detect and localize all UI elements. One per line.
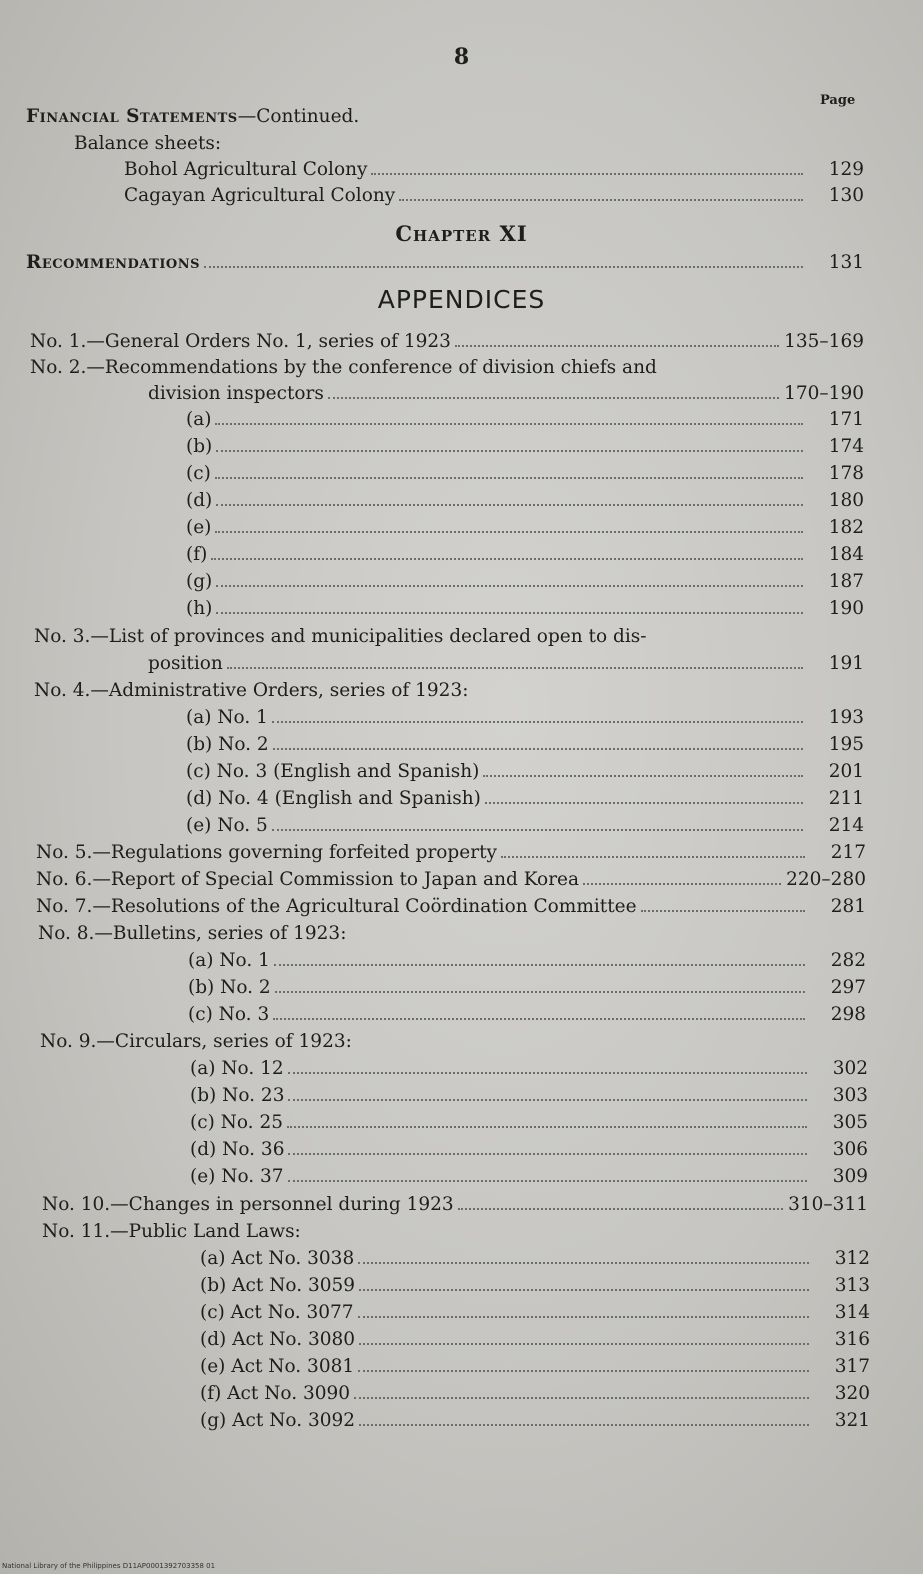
toc-subentry[interactable] — [188, 977, 866, 999]
toc-entry-page: 321 — [834, 1410, 870, 1431]
financial-heading-text: Financial Statements — [26, 106, 238, 127]
toc-entry-label: No. 7.—Resolutions of the Agricultural Coördination Committee — [36, 896, 637, 917]
toc-subentry[interactable] — [190, 1139, 868, 1161]
appendices-title: APPENDICES — [377, 285, 546, 314]
toc-entry-label: No. 5.—Regulations governing forfeited property — [36, 842, 497, 863]
toc-entry-page: 298 — [830, 1004, 866, 1025]
toc-entry-page: 211 — [828, 788, 864, 809]
dot-leader — [215, 477, 803, 479]
toc-entry-label: (d) No. 4 (English and Spanish) — [186, 788, 481, 809]
toc-entry-label: (b) Act No. 3059 — [200, 1275, 356, 1296]
toc-entry-page: 193 — [828, 707, 864, 728]
toc-subentry[interactable] — [190, 1058, 868, 1080]
toc-subentry[interactable] — [186, 571, 864, 593]
dot-leader — [359, 1343, 809, 1345]
dot-leader — [272, 829, 803, 831]
toc-entry-no3[interactable] — [148, 653, 864, 675]
dot-leader — [211, 558, 803, 560]
financial-statements-heading — [26, 106, 359, 128]
toc-entry-label: (c) No. 3 — [188, 1004, 270, 1025]
toc-entry-page: 191 — [828, 653, 864, 674]
dot-leader — [216, 585, 803, 587]
dot-leader — [641, 910, 805, 912]
toc-entry-no2[interactable] — [148, 383, 864, 405]
toc-entry-page: 313 — [834, 1275, 870, 1296]
dot-leader — [483, 775, 803, 777]
toc-entry-label: (h) — [186, 598, 213, 619]
toc-entry-page: 306 — [832, 1139, 868, 1160]
dot-leader — [287, 1126, 807, 1128]
toc-subentry[interactable] — [186, 815, 864, 837]
toc-entry-bohol[interactable] — [124, 159, 864, 181]
dot-leader — [288, 1180, 807, 1182]
toc-entry-page: 130 — [828, 185, 864, 206]
dot-leader — [288, 1153, 807, 1155]
dot-leader — [204, 266, 803, 268]
toc-entry-page: 178 — [828, 463, 864, 484]
toc-subentry[interactable] — [186, 463, 864, 485]
toc-entry-label: (d) — [186, 490, 213, 511]
toc-entry-label: (c) Act No. 3077 — [200, 1302, 354, 1323]
toc-subentry[interactable] — [200, 1275, 870, 1297]
toc-entry-recommendations[interactable] — [26, 252, 864, 274]
toc-entry-label: (e) No. 37 — [190, 1166, 284, 1187]
toc-entry-no5[interactable] — [36, 842, 866, 864]
dot-leader — [354, 1397, 809, 1399]
toc-entry-label: (c) No. 25 — [190, 1112, 283, 1133]
toc-entry-label: (e) No. 5 — [186, 815, 268, 836]
toc-entry-no1[interactable] — [30, 331, 864, 353]
scan-footer: National Library of the Philippines D11AP0001392703358 01 — [2, 1562, 216, 1570]
toc-entry-no10[interactable] — [42, 1194, 868, 1216]
dot-leader — [272, 721, 803, 723]
dot-leader — [275, 991, 805, 993]
toc-subentry[interactable] — [188, 1004, 866, 1026]
toc-entry-label: (f) — [186, 544, 208, 565]
page-column-label: Page — [820, 93, 856, 108]
toc-entry-page: 184 — [828, 544, 864, 565]
toc-entry-page: 281 — [830, 896, 866, 917]
dot-leader — [358, 1262, 809, 1264]
toc-subentry[interactable] — [200, 1329, 870, 1351]
dot-leader — [215, 531, 803, 533]
balance-sheets-heading: Balance sheets: — [74, 133, 222, 154]
toc-entry-page: 310–311 — [788, 1194, 868, 1215]
toc-subentry[interactable] — [200, 1356, 870, 1378]
toc-entry-page: 190 — [828, 598, 864, 619]
toc-entry-label: division inspectors — [148, 383, 324, 404]
toc-entry-page: 131 — [828, 252, 864, 273]
toc-entry-page: 312 — [834, 1248, 870, 1269]
toc-entry-page: 174 — [828, 436, 864, 457]
toc-entry-page: 170–190 — [784, 383, 864, 404]
toc-entry-no7[interactable] — [36, 896, 866, 918]
toc-subentry[interactable] — [200, 1248, 870, 1270]
toc-entry-no2-line1: No. 2.—Recommendations by the conference of division chiefs and — [30, 357, 657, 378]
toc-subentry[interactable] — [200, 1383, 870, 1405]
toc-entry-label: (c) No. 3 (English and Spanish) — [186, 761, 480, 782]
toc-entry-label: Cagayan Agricultural Colony — [124, 185, 396, 206]
toc-entry-label: (g) Act No. 3092 — [200, 1410, 356, 1431]
dot-leader — [358, 1370, 809, 1372]
financial-continued-text: —Continued. — [237, 106, 360, 127]
toc-entry-label: position — [148, 653, 223, 674]
no4-heading: No. 4.—Administrative Orders, series of 1923: — [34, 680, 469, 701]
toc-subentry[interactable] — [190, 1166, 868, 1188]
toc-entry-label: Bohol Agricultural Colony — [124, 159, 368, 180]
dot-leader — [216, 612, 803, 614]
toc-entry-label: No. 1.—General Orders No. 1, series of 1923 — [30, 331, 451, 352]
toc-entry-page: 282 — [830, 950, 866, 971]
dot-leader — [215, 423, 803, 425]
toc-entry-page: 135–169 — [784, 331, 864, 352]
toc-subentry[interactable] — [186, 517, 864, 539]
toc-entry-page: 316 — [834, 1329, 870, 1350]
toc-entry-label: Recommendations — [26, 252, 201, 273]
toc-entry-label: (c) — [186, 463, 211, 484]
toc-entry-label: No. 10.—Changes in personnel during 1923 — [42, 1194, 454, 1215]
dot-leader — [288, 1072, 807, 1074]
toc-entry-page: 182 — [828, 517, 864, 538]
dot-leader — [359, 1289, 809, 1291]
toc-entry-label: (f) Act No. 3090 — [200, 1383, 351, 1404]
toc-subentry[interactable] — [190, 1112, 868, 1134]
toc-entry-page: 303 — [832, 1085, 868, 1106]
toc-subentry[interactable] — [190, 1085, 868, 1107]
no9-heading: No. 9.—Circulars, series of 1923: — [40, 1031, 352, 1052]
toc-entry-page: 171 — [828, 409, 864, 430]
chapter-heading: Chapter XI — [395, 221, 528, 246]
toc-entry-no3-line1: No. 3.—List of provinces and municipalities declared open to dis- — [34, 626, 647, 647]
dot-leader — [485, 802, 803, 804]
toc-entry-label: (e) — [186, 517, 212, 538]
toc-entry-page: 302 — [832, 1058, 868, 1079]
toc-subentry[interactable] — [186, 761, 864, 783]
toc-entry-page: 305 — [832, 1112, 868, 1133]
toc-entry-label: No. 6.—Report of Special Commission to Japan and Korea — [36, 869, 580, 890]
toc-entry-page: 217 — [830, 842, 866, 863]
toc-entry-label: (d) Act No. 3080 — [200, 1329, 356, 1350]
toc-subentry[interactable] — [188, 950, 866, 972]
toc-entry-label: (a) No. 1 — [188, 950, 270, 971]
toc-entry-cagayan[interactable] — [124, 185, 864, 207]
toc-entry-label: (e) Act No. 3081 — [200, 1356, 355, 1377]
dot-leader — [273, 1018, 805, 1020]
dot-leader — [358, 1316, 809, 1318]
toc-entry-page: 180 — [828, 490, 864, 511]
toc-entry-label: (a) No. 12 — [190, 1058, 284, 1079]
dot-leader — [359, 1424, 809, 1426]
dot-leader — [458, 1208, 783, 1210]
dot-leader — [227, 667, 803, 669]
toc-entry-page: 220–280 — [786, 869, 866, 890]
toc-subentry[interactable] — [186, 436, 864, 458]
toc-subentry[interactable] — [186, 734, 864, 756]
toc-entry-page: 297 — [830, 977, 866, 998]
dot-leader — [328, 397, 779, 399]
dot-leader — [371, 173, 803, 175]
dot-leader — [501, 856, 805, 858]
toc-entry-label: (b) No. 23 — [190, 1085, 285, 1106]
toc-entry-page: 320 — [834, 1383, 870, 1404]
toc-entry-label: (b) No. 2 — [186, 734, 269, 755]
dot-leader — [273, 748, 803, 750]
dot-leader — [455, 345, 779, 347]
no11-heading: No. 11.—Public Land Laws: — [42, 1221, 301, 1242]
toc-entry-label: (a) — [186, 409, 212, 430]
no8-heading: No. 8.—Bulletins, series of 1923: — [38, 923, 347, 944]
toc-entry-page: 317 — [834, 1356, 870, 1377]
toc-entry-label: (d) No. 36 — [190, 1139, 285, 1160]
dot-leader — [288, 1099, 807, 1101]
toc-entry-page: 187 — [828, 571, 864, 592]
toc-subentry[interactable] — [186, 490, 864, 512]
toc-subentry[interactable] — [200, 1302, 870, 1324]
toc-entry-no6[interactable] — [36, 869, 866, 891]
dot-leader — [583, 883, 781, 885]
toc-entry-label: (b) No. 2 — [188, 977, 271, 998]
dot-leader — [274, 964, 805, 966]
toc-entry-page: 214 — [828, 815, 864, 836]
toc-entry-page: 314 — [834, 1302, 870, 1323]
page-number: 8 — [453, 44, 470, 70]
toc-entry-page: 195 — [828, 734, 864, 755]
toc-subentry[interactable] — [186, 707, 864, 729]
toc-entry-label: (b) — [186, 436, 213, 457]
toc-entry-label: (a) No. 1 — [186, 707, 268, 728]
toc-entry-page: 309 — [832, 1166, 868, 1187]
dot-leader — [216, 504, 803, 506]
toc-entry-page: 129 — [828, 159, 864, 180]
toc-subentry[interactable] — [186, 598, 864, 620]
toc-subentry[interactable] — [200, 1410, 870, 1432]
toc-entry-page: 201 — [828, 761, 864, 782]
toc-entry-label: (a) Act No. 3038 — [200, 1248, 355, 1269]
dot-leader — [216, 450, 803, 452]
toc-subentry[interactable] — [186, 544, 864, 566]
toc-subentry[interactable] — [186, 409, 864, 431]
toc-entry-label: (g) — [186, 571, 213, 592]
toc-subentry[interactable] — [186, 788, 864, 810]
dot-leader — [399, 199, 803, 201]
